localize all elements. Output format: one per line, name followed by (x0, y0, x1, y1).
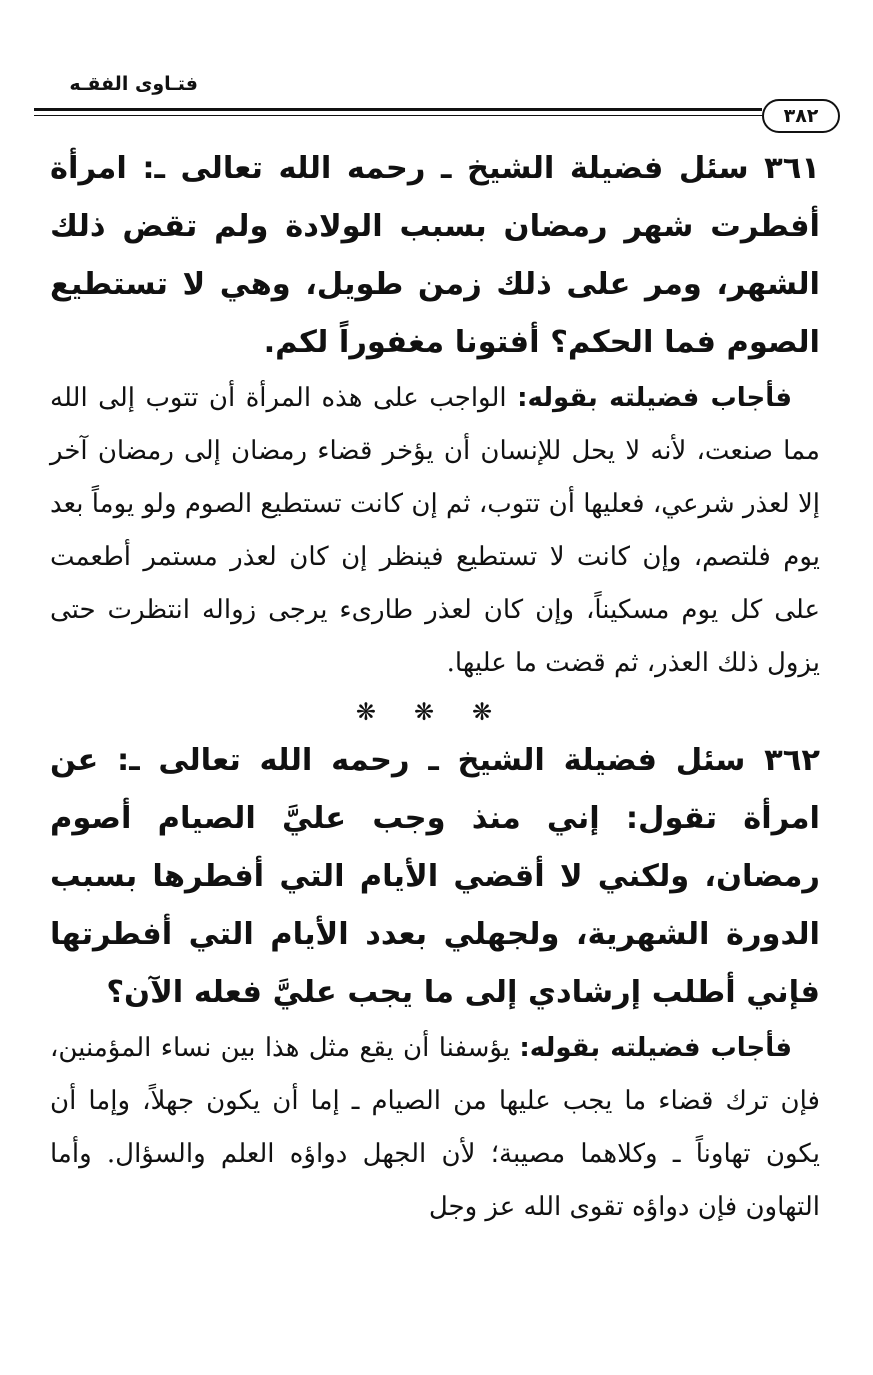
running-title: فتـاوى الفقـه (69, 73, 198, 95)
answer-lead: فأجاب فضيلته بقوله: (517, 383, 792, 413)
page-content (50, 140, 820, 1234)
fatwa-361-question: ٣٦١ سئل فضيلة الشيخ ـ رحمه الله تعالى ـ: امرأة أفطرت شهر رمضان بسبب الولادة ولم تقض ذلك الشهر، ومر على ذلك زمن طويل، وهي لا تستطيع الصوم فما الحكم؟ أفتونا مغفوراً لكم. (50, 151, 820, 360)
separator-star-icon: ❋ (355, 698, 398, 726)
fatwa-361-answer (50, 372, 820, 690)
header-rule-thin (34, 115, 762, 116)
separator-star-icon: ❋ (472, 698, 515, 726)
answer-lead: فأجاب فضيلته بقوله: (519, 1033, 792, 1063)
header-rule-thick (34, 108, 762, 111)
fatwa-362-answer (50, 1022, 820, 1234)
fatwa-362-question: ٣٦٢ سئل فضيلة الشيخ ـ رحمه الله تعالى ـ: عن امرأة تقول: إني منذ وجب عليَّ الصيام أصوم رمضان، ولكني لا أقضي الأيام التي أفطرها بسبب الدورة الشهرية، ولجهلي بعدد الأيام التي أفطرتها فإني أطلب إرشادي إلى ما يجب عليَّ فعله الآن؟ (50, 743, 820, 1010)
answer-body: يؤسفنا أن يقع مثل هذا بين نساء المؤمنين، فإن ترك قضاء ما يجب عليها من الصيام ـ إما أن يكون جهلاً، وإما أن يكون تهاوناً ـ وكلاهما مصيبة؛ لأن الجهل دواؤه العلم والسؤال. وأما التهاون فإن دواؤه تقوى الله عز وجل (50, 1033, 820, 1222)
section-separator (50, 692, 820, 732)
page-number: ٣٨٢ (762, 99, 840, 133)
separator-star-icon: ❋ (413, 698, 457, 726)
answer-body: الواجب على هذه المرأة أن تتوب إلى الله مما صنعت، لأنه لا يحل للإنسان أن يؤخر قضاء رمضان إلى رمضان آخر إلا لعذر شرعي، فعليها أن تتوب، ثم إن كانت تستطيع الصوم ولو يوماً بعد يوم فلتصم، وإن كانت لا تستطيع فينظر إن كان لعذر مستمر أطعمت على كل يوم مسكيناً، وإن كان لعذر طارىء يرجى زواله انتظرت حتى يزول ذلك العذر، ثم قضت ما عليها. (50, 383, 820, 678)
